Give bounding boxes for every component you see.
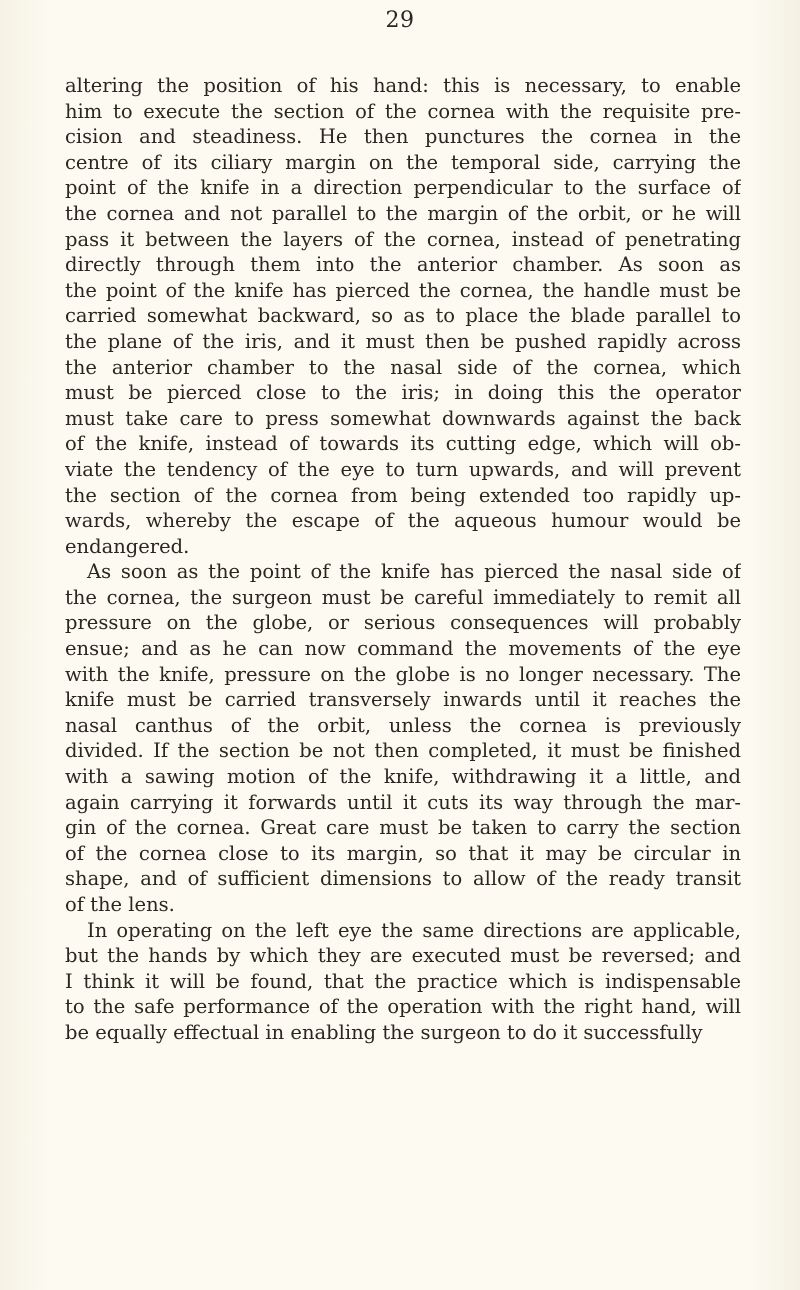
text-line: the plane of the iris, and it must then be pushed rapidly across <box>65 329 741 353</box>
text-line: the anterior chamber to the nasal side of the cornea, which <box>65 355 741 379</box>
text-line: must be pierced close to the iris; in doing this the operator <box>65 381 741 405</box>
text-line: As soon as the point of the knife has pierced the nasal side of <box>87 560 741 584</box>
paragraph <box>65 73 741 559</box>
text-line: of the cornea close to its margin, so that it may be circular in <box>65 841 741 865</box>
text-line: but the hands by which they are executed must be reversed; and <box>65 944 741 968</box>
paragraph <box>65 559 741 917</box>
text-line: point of the knife in a direction perpendicular to the surface of <box>65 176 741 200</box>
text-line: with the knife, pressure on the globe is no longer necessary. The <box>65 662 741 686</box>
text-line: divided. If the section be not then completed, it must be finished <box>65 739 741 763</box>
text-line: of the knife, instead of towards its cutting edge, which will ob- <box>65 432 741 456</box>
text-line: viate the tendency of the eye to turn upwards, and will prevent <box>65 457 741 481</box>
paragraph <box>65 918 741 1046</box>
text-line: pass it between the layers of the cornea, instead of penetrating <box>65 227 741 251</box>
page-number: 29 <box>385 8 415 33</box>
text-line: gin of the cornea. Great care must be taken to carry the section <box>65 816 741 840</box>
text-line: In operating on the left eye the same directions are applicable, <box>87 918 741 942</box>
text-line: the point of the knife has pierced the cornea, the handle must be <box>65 278 741 302</box>
body-text <box>65 73 741 1046</box>
text-line: wards, whereby the escape of the aqueous humour would be <box>65 509 741 533</box>
text-line: the cornea and not parallel to the margin of the orbit, or he will <box>65 201 741 225</box>
text-line: be equally effectual in enabling the surgeon to do it successfully <box>65 1020 703 1044</box>
text-line: of the lens. <box>65 893 175 916</box>
text-line: centre of its ciliary margin on the temporal side, carrying the <box>65 150 741 174</box>
text-line: pressure on the globe, or serious consequences will probably <box>65 611 741 635</box>
text-line: knife must be carried transversely inwards until it reaches the <box>65 688 741 712</box>
text-line: endangered. <box>65 534 190 558</box>
text-line: the section of the cornea from being extended too rapidly up- <box>65 483 741 507</box>
text-line: directly through them into the anterior chamber. As soon as <box>65 253 741 277</box>
text-line: cision and steadiness. He then punctures the cornea in the <box>65 125 741 149</box>
text-line: carried somewhat backward, so as to place the blade parallel to <box>65 304 741 328</box>
text-line: again carrying it forwards until it cuts its way through the mar- <box>65 790 741 814</box>
text-line: him to execute the section of the cornea with the requisite pre- <box>65 99 741 123</box>
text-line: shape, and of sufficient dimensions to allow of the ready transit <box>65 867 741 891</box>
text-line: must take care to press somewhat downwards against the back <box>65 406 741 430</box>
text-line: the cornea, the surgeon must be careful immediately to remit all <box>65 585 741 609</box>
text-line: altering the position of his hand: this is necessary, to enable <box>65 74 741 97</box>
text-line: I think it will be found, that the practice which is indispensable <box>65 969 741 993</box>
text-line: ensue; and as he can now command the movements of the eye <box>65 637 741 661</box>
text-line: with a sawing motion of the knife, withdrawing it a little, and <box>65 765 741 789</box>
text-line: nasal canthus of the orbit, unless the cornea is previously <box>65 713 741 737</box>
text-line: to the safe performance of the operation with the right hand, will <box>65 995 741 1019</box>
